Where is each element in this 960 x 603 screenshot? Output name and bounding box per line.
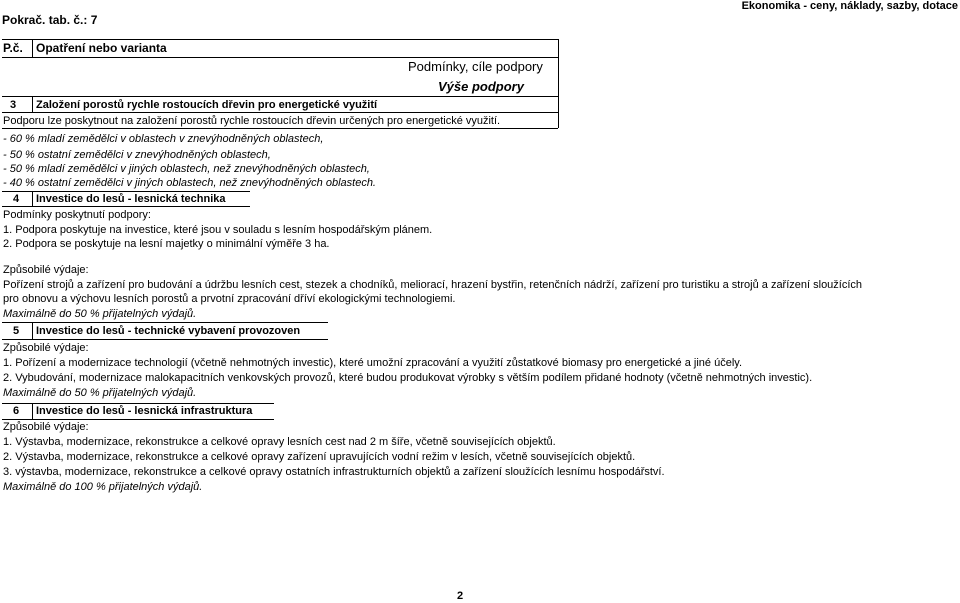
section4-title: Investice do lesů - lesnická technika xyxy=(36,193,226,205)
support-level-header: Výše podpory xyxy=(438,79,524,94)
section5-bottom-rule xyxy=(2,339,328,340)
col-measure-header: Opatření nebo varianta xyxy=(36,41,167,55)
section6-top-rule xyxy=(2,403,274,404)
section4-max-support: Maximálně do 50 % přijatelných výdajů. xyxy=(3,308,197,320)
section5-title: Investice do lesů - technické vybavení provozoven xyxy=(36,325,301,337)
rate-line-2: - 50 % ostatní zemědělci v znevýhodněných oblastech, xyxy=(3,149,271,161)
continuation-label: Pokrač. tab. č.: 7 xyxy=(2,13,98,27)
conditions-header: Podmínky, cíle podpory xyxy=(408,59,543,74)
section6-max-support: Maximálně do 100 % přijatelných výdajů. xyxy=(3,481,203,493)
document-category: Ekonomika - ceny, náklady, sazby, dotace xyxy=(741,0,958,12)
section4-top-rule xyxy=(2,191,250,192)
section5-eligible-label: Způsobilé výdaje: xyxy=(3,342,89,354)
table-header-rule xyxy=(2,57,558,58)
table-subheader-rule xyxy=(2,96,558,97)
rate-line-1: - 60 % mladí zemědělci v oblastech v znevýhodněných oblastech, xyxy=(3,133,324,145)
table-top-rule xyxy=(2,39,558,40)
section5-top-rule xyxy=(2,322,328,323)
col-number-header: P.č. xyxy=(3,41,23,55)
section6-number: 6 xyxy=(13,405,20,417)
section4-condition-2: 2. Podpora se poskytuje na lesní majetky o minimální výměře 3 ha. xyxy=(3,238,330,250)
section4-eligible-line-2: pro obnovu a výchovu lesních porostů a prvotní zpracování dříví ekologickými technologiemi. xyxy=(3,293,456,305)
section5-item-1: 1. Pořízení a modernizace technologií (včetně nehmotných investic), které umožní zpracování a využití zůstatkové biomasy pro energetické a jiné účely. xyxy=(3,357,742,369)
section4-condition-1: 1. Podpora poskytuje na investice, které jsou v souladu s lesním hospodářským plánem. xyxy=(3,224,433,236)
section3-divider xyxy=(32,96,33,112)
section3-intro: Podporu lze poskytnout na založení porostů rychle rostoucích dřevin určených pro energetické využití. xyxy=(3,115,501,127)
section5-item-2: 2. Vybudování, modernizace malokapacitních venkovských provozů, které budou produkovat výrobky s větším podílem přidané hodnoty (včetně nehmotných investic). xyxy=(3,372,813,384)
table-right-border xyxy=(558,39,559,128)
section5-number: 5 xyxy=(13,325,20,337)
section3-intro-rule xyxy=(2,128,558,129)
section3-number: 3 xyxy=(10,99,17,111)
section6-item-3: 3. výstavba, modernizace, rekonstrukce a celkové opravy ostatních infrastrukturních objektů a zařízení sloužících lesnímu hospodářství. xyxy=(3,466,665,478)
section6-eligible-label: Způsobilé výdaje: xyxy=(3,421,89,433)
table-col-divider xyxy=(32,39,33,57)
rate-line-3: - 50 % mladí zemědělci v jiných oblastech, než znevýhodněných oblastech, xyxy=(3,163,370,175)
section4-bottom-rule xyxy=(2,206,250,207)
section4-number: 4 xyxy=(13,193,20,205)
section6-item-2: 2. Výstavba, modernizace, rekonstrukce a celkové opravy zařízení upravujících vodní režim v lesích, včetně souvisejících objektů. xyxy=(3,451,636,463)
section4-conditions-label: Podmínky poskytnutí podpory: xyxy=(3,209,151,221)
section5-divider xyxy=(32,322,33,339)
section6-bottom-rule xyxy=(2,419,274,420)
section3-rule xyxy=(2,112,558,113)
section4-eligible-label: Způsobilé výdaje: xyxy=(3,264,89,276)
section6-title: Investice do lesů - lesnická infrastruktura xyxy=(36,405,253,417)
section6-divider xyxy=(32,403,33,419)
rate-line-4: - 40 % ostatní zemědělci v jiných oblastech, než znevýhodněných oblastech. xyxy=(3,177,376,189)
section3-title: Založení porostů rychle rostoucích dřevin pro energetické využití xyxy=(36,99,378,111)
section6-item-1: 1. Výstavba, modernizace, rekonstrukce a celkové opravy lesních cest nad 2 m šíře, včetně souvisejících objektů. xyxy=(3,436,556,448)
section4-divider xyxy=(32,191,33,206)
section5-max-support: Maximálně do 50 % přijatelných výdajů. xyxy=(3,387,197,399)
page-number: 2 xyxy=(457,590,464,602)
section4-eligible-line-1: Pořízení strojů a zařízení pro budování a údržbu lesních cest, stezek a chodníků, meliorací, hrazení bystřin, retenčních nádrží, zařízení pro turistiku a strojů a zařízení sloužících xyxy=(3,279,863,291)
